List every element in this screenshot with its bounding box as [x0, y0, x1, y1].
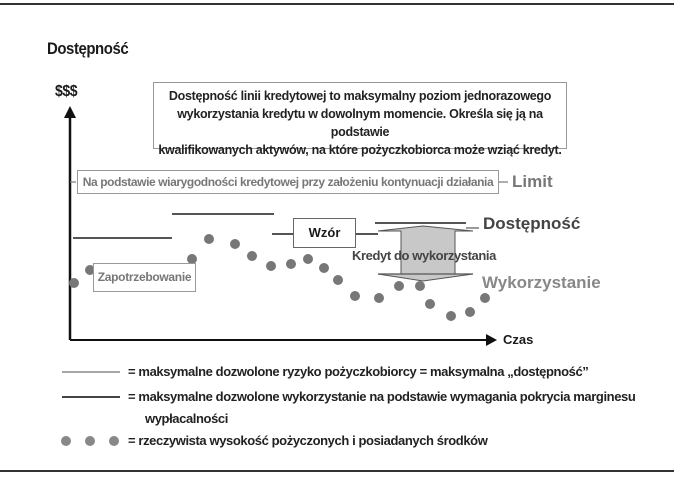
demand-box [93, 263, 196, 292]
usage-label: Wykorzystanie [482, 273, 601, 292]
limit-box [77, 170, 499, 194]
diagram-title: Dostępność [47, 39, 129, 58]
y-axis-label: $$$ [55, 83, 78, 100]
credit-available-label: Kredyt do wykorzystania [352, 248, 496, 263]
definition-line: kwalifikowanych aktywów, na które pożyczkobiorca może wziąć kredyt. [158, 143, 562, 157]
limit-label: Limit [512, 172, 553, 191]
limit-box-text: Na podstawie wiarygodności kredytowej przy założeniu kontynuacji działania [82, 175, 494, 189]
demand-label: Zapotrzebowanie [97, 270, 192, 284]
availability-label: Dostępność [483, 214, 581, 233]
pattern-label: Wzór [308, 225, 341, 240]
legend-item-thick-line: = maksymalne dozwolone wykorzystanie na podstawie wymagania pokrycia marginesu [128, 389, 636, 404]
legend-item-dots: = rzeczywista wysokość pożyczonych i posiadanych środków [128, 433, 488, 448]
legend-item-thick-line-cont: wypłacalności [145, 411, 228, 426]
definition-box [153, 82, 567, 157]
x-axis-label: Czas [503, 332, 534, 347]
definition-line: wykorzystania kredytu w dowolnym momencie. Określa się ją na podstawie [177, 107, 543, 139]
pattern-box [293, 218, 356, 248]
legend-item-thin-line: = maksymalne dozwolone ryzyko pożyczkobiorcy = maksymalna „dostępność” [128, 364, 589, 379]
definition-line: Dostępność linii kredytowej to maksymalny poziom jednorazowego [168, 89, 552, 103]
